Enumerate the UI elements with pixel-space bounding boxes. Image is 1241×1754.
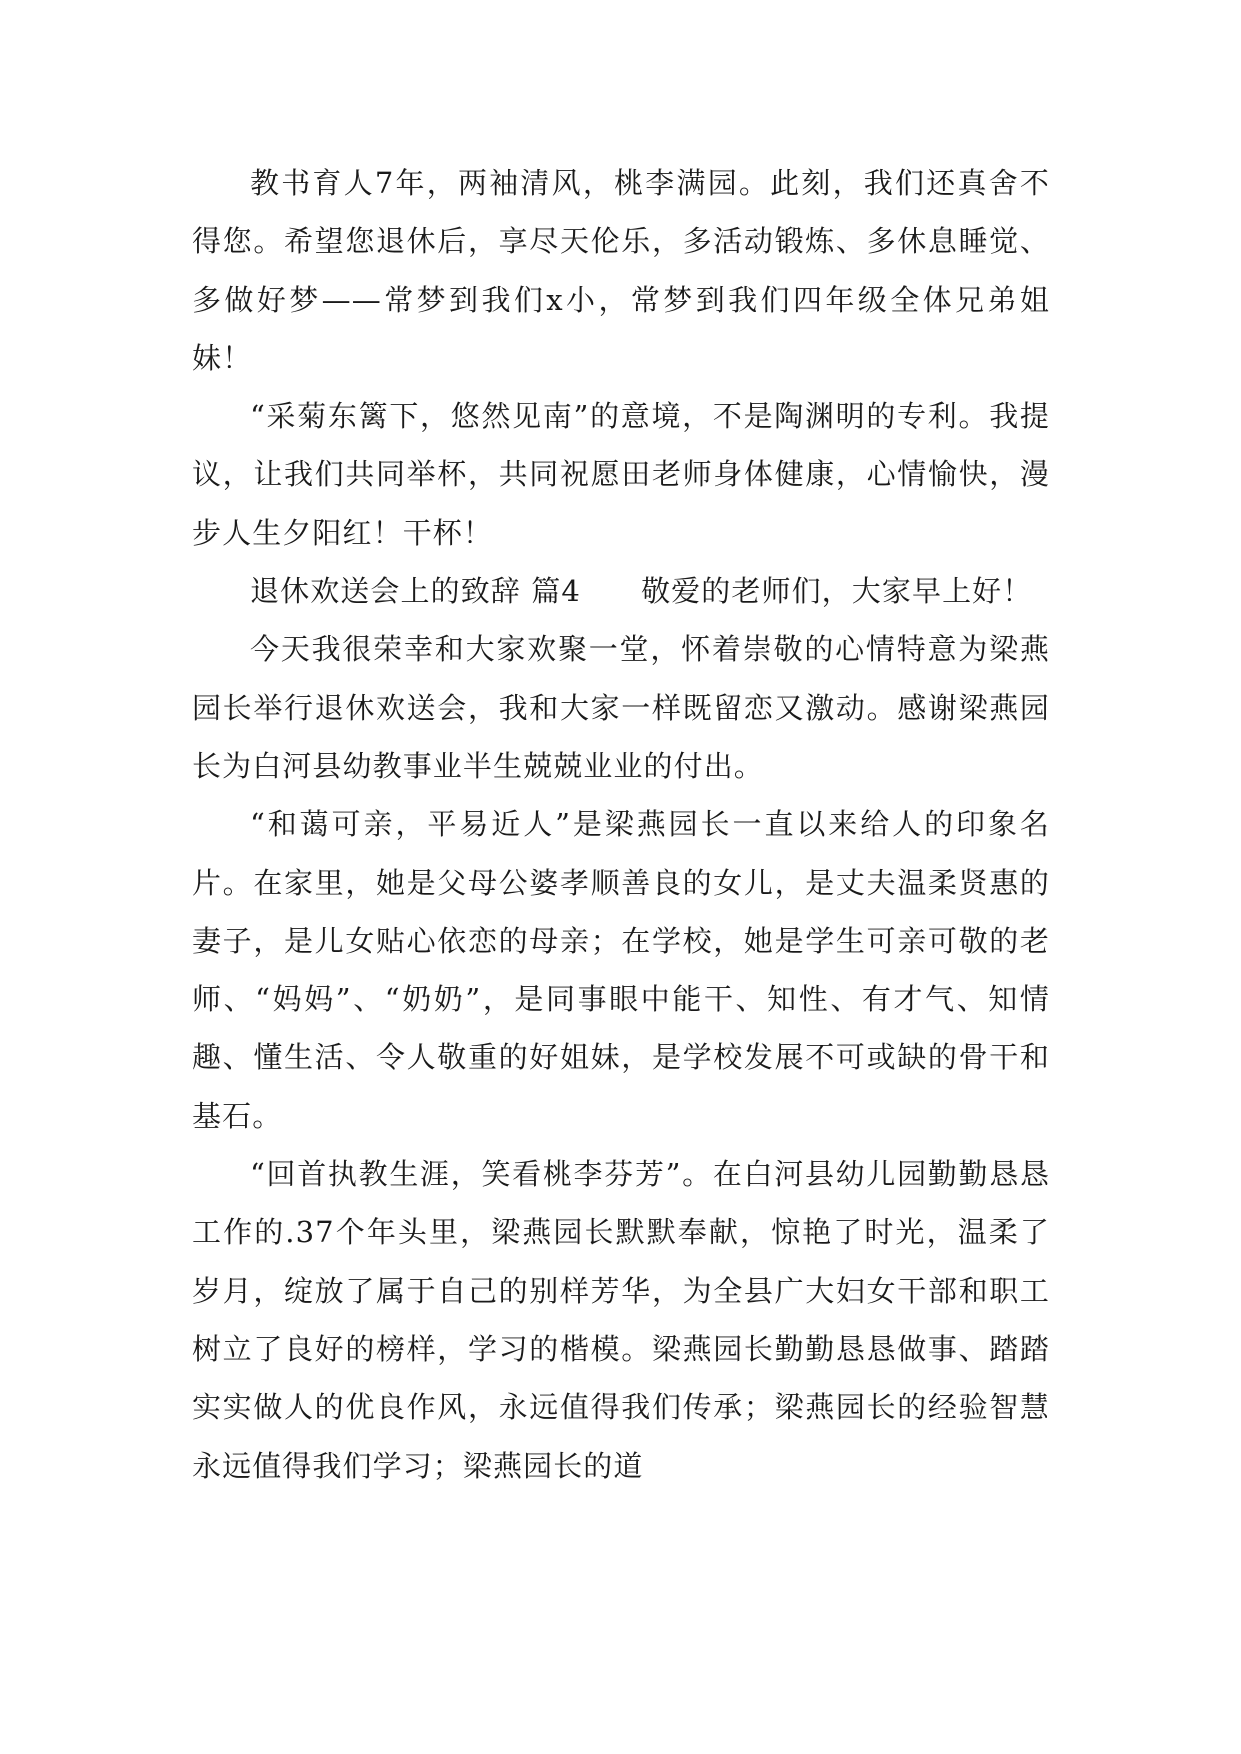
paragraph: “回首执教生涯，笑看桃李芬芳”。在白河县幼儿园勤勤恳恳工作的.37个年头里，梁燕园长默默奉献，惊艳了时光，温柔了岁月，绽放了属于自己的别样芳华，为全县广大妇女干部和职工树立了良好的榜样，学习的楷模。梁燕园长勤勤恳恳做事、踏踏实实做人的优良作风，永远值得我们传承；梁燕园长的经验智慧永远值得我们学习；梁燕园长的道	[192, 1157, 1050, 1483]
section-heading-paragraph: 退休欢送会上的致辞 篇4 敬爱的老师们，大家早上好！	[250, 574, 1033, 609]
document-page	[192, 154, 1050, 1495]
paragraph: “采菊东篱下，悠然见南”的意境，不是陶渊明的专利。我提议，让我们共同举杯，共同祝愿田老师身体健康，心情愉快，漫步人生夕阳红！干杯！	[192, 399, 1050, 550]
paragraph: “和蔼可亲，平易近人”是梁燕园长一直以来给人的印象名片。在家里，她是父母公婆孝顺善良的女儿，是丈夫温柔贤惠的妻子，是儿女贴心依恋的母亲；在学校，她是学生可亲可敬的老师、“妈妈”、“奶奶”，是同事眼中能干、知性、有才气、知情趣、懂生活、令人敬重的好姐妹，是学校发展不可或缺的骨干和基石。	[192, 807, 1050, 1133]
paragraph: 教书育人7年，两袖清风，桃李满园。此刻，我们还真舍不得您。希望您退休后，享尽天伦乐，多活动锻炼、多休息睡觉、多做好梦——常梦到我们x小，常梦到我们四年级全体兄弟姐妹！	[192, 166, 1050, 375]
paragraph: 今天我很荣幸和大家欢聚一堂，怀着崇敬的心情特意为梁燕园长举行退休欢送会，我和大家一样既留恋又激动。感谢梁燕园长为白河县幼教事业半生兢兢业业的付出。	[192, 632, 1050, 783]
